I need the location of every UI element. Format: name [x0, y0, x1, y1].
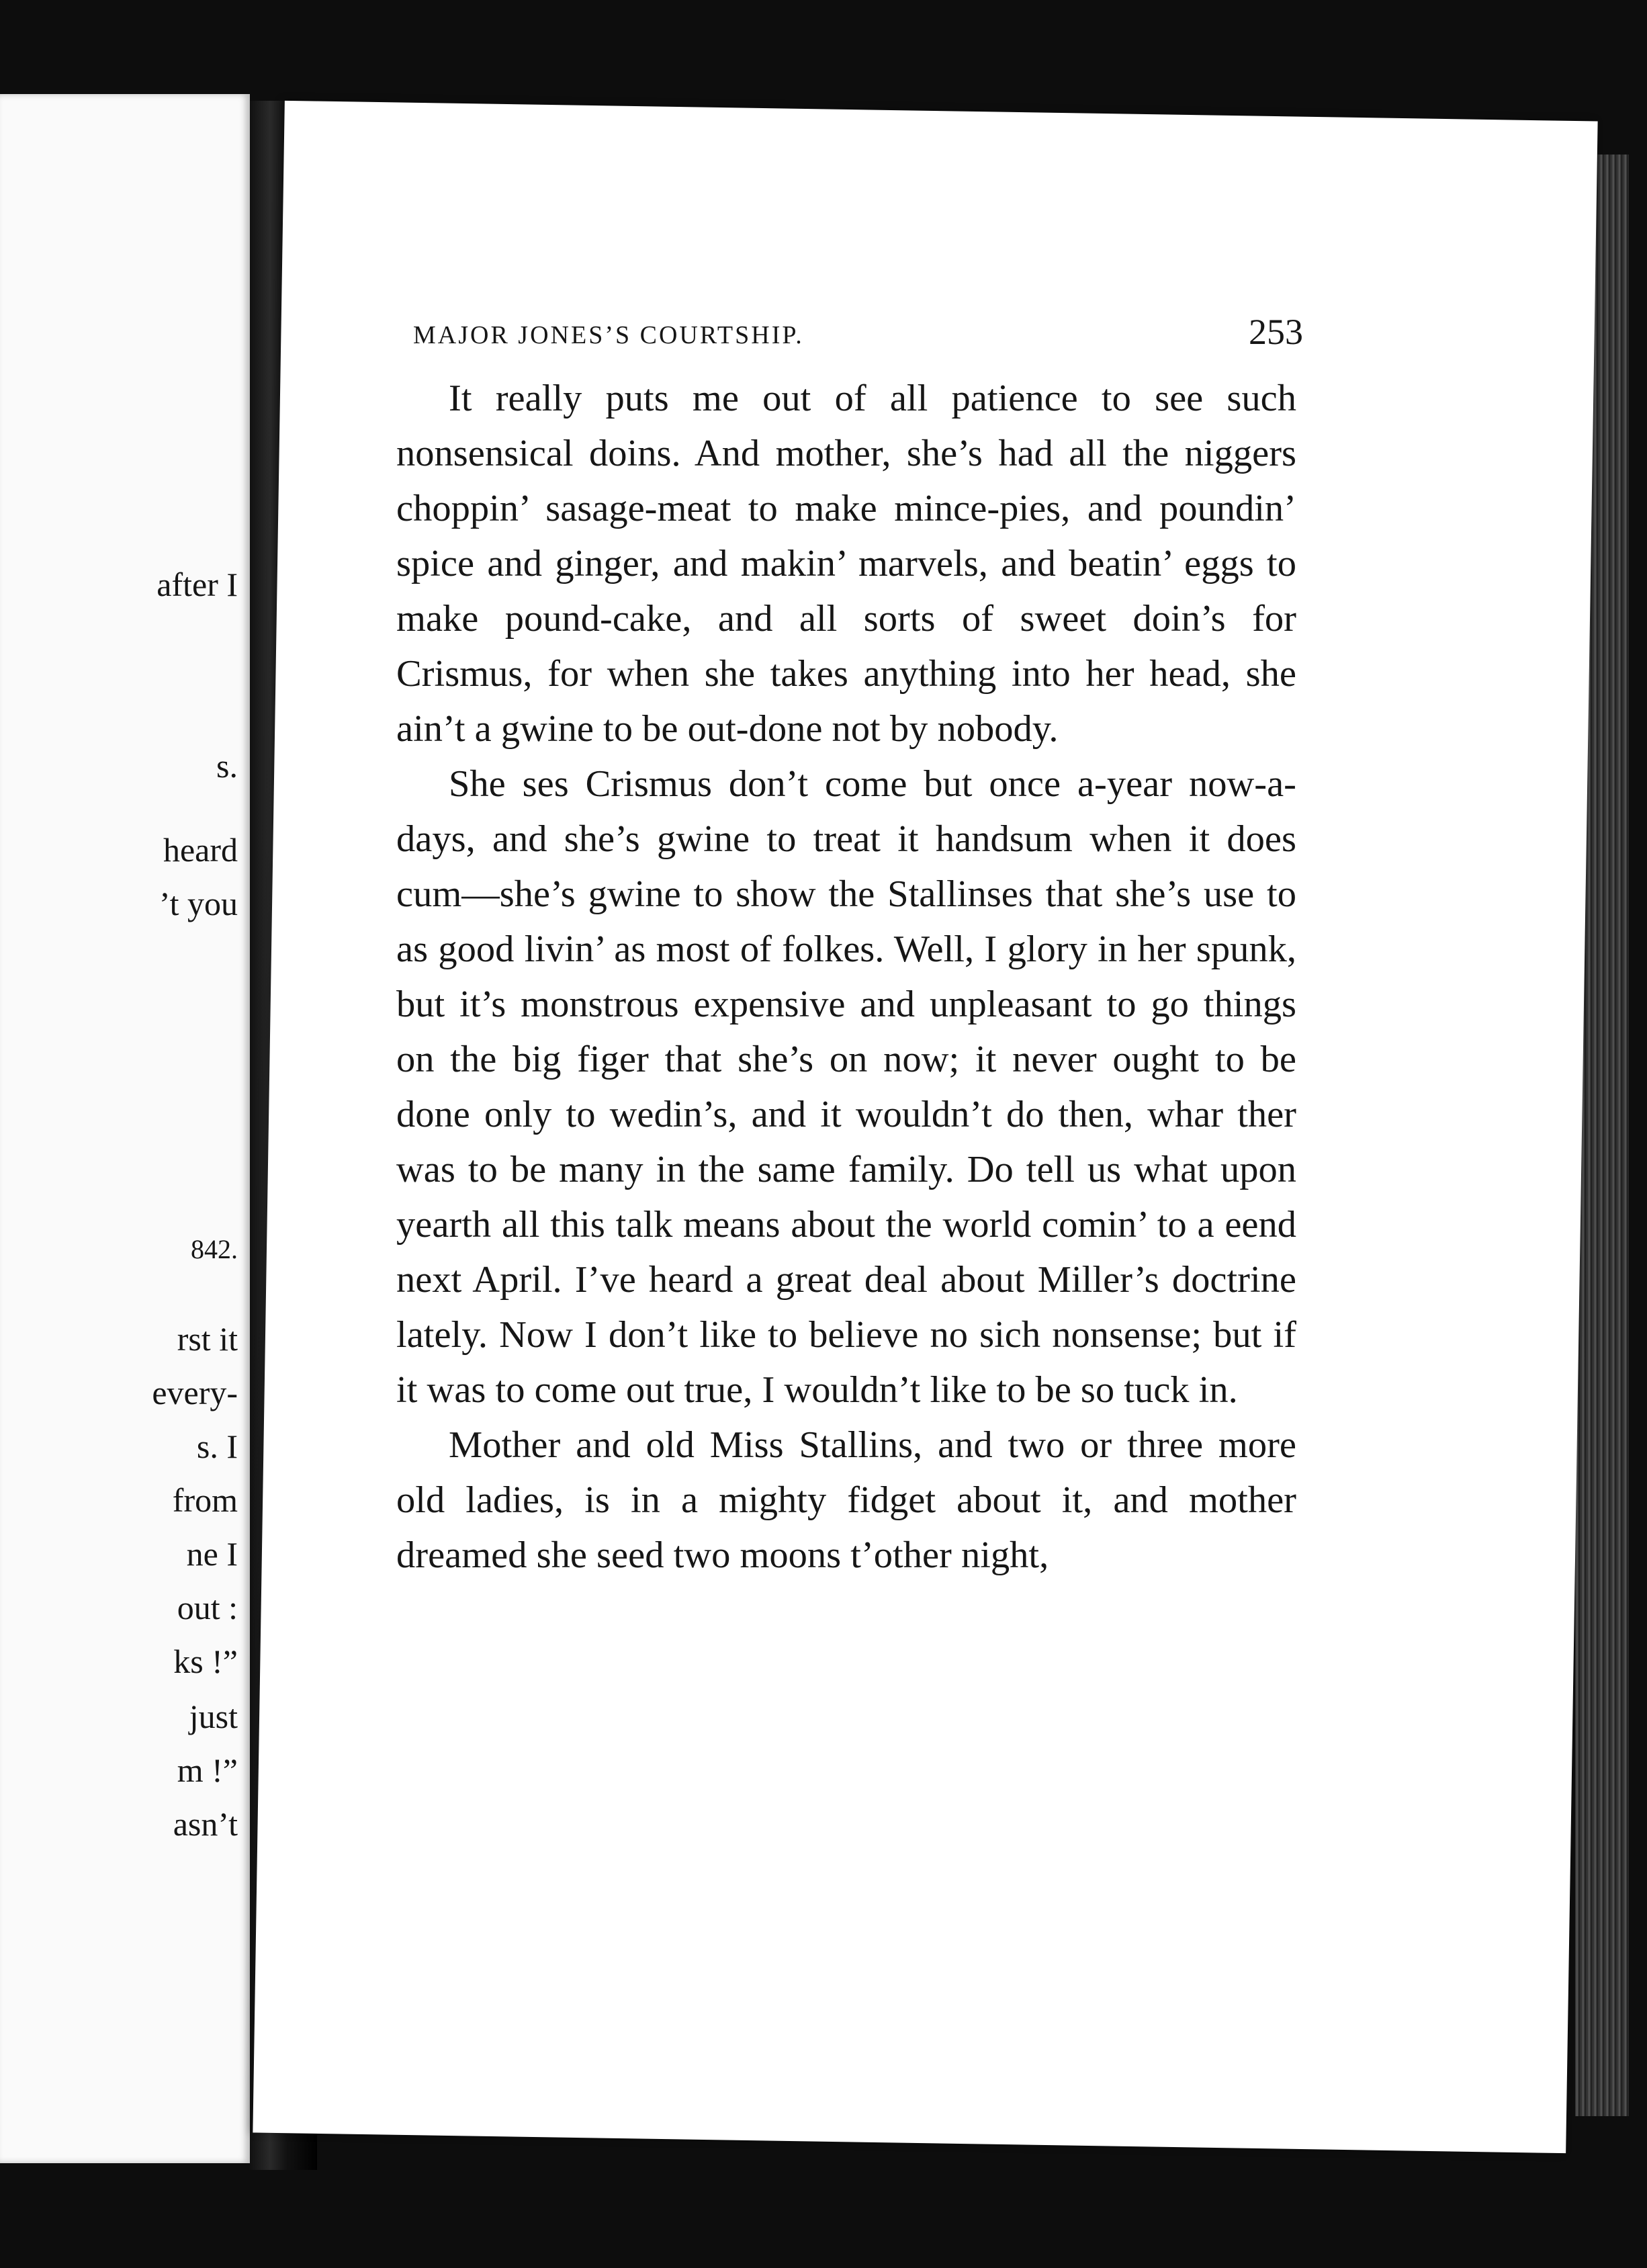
paragraph: It really puts me out of all patience to see such nonsensical doins. And mother, she’s had all the niggers choppin’ sasage-meat to make mince-pies, and poundin’ spice and ginger, and makin’ marvels, and beatin’ eggs to make pound-cake, and all sorts of sweet doin’s for Crismus, for when she takes anything into her head, she ain’t a gwine to be out-done not by nobody. [396, 378, 1296, 750]
left-fragment-line: asn’t [173, 1805, 238, 1843]
left-fragment-line: just [189, 1698, 238, 1735]
left-fragment-line: ks !” [173, 1643, 238, 1680]
page-number: 253 [1249, 312, 1303, 352]
running-head: MAJOR JONES’S COURTSHIP. [413, 321, 804, 349]
left-fragment-line: heard [163, 831, 238, 869]
page-header [413, 311, 1303, 365]
paragraph: Mother and old Miss Stallins, and two or three more old ladies, is in a mighty fidget about it, and mother dreamed she seed two moons t’other night, [396, 1424, 1296, 1576]
left-fragment-line: every- [152, 1374, 238, 1411]
left-fragment-line: out : [177, 1589, 238, 1626]
left-fragment-line: ne I [186, 1535, 238, 1573]
left-fragment-line: 842. [191, 1234, 238, 1264]
left-fragment-line: s. [216, 747, 238, 785]
left-fragment-line: rst it [177, 1320, 238, 1358]
left-fragment-line: ’t you [159, 885, 238, 922]
left-fragment-line: m !” [177, 1751, 238, 1789]
left-fragment-line: s. I [196, 1428, 238, 1465]
body-text [396, 371, 1296, 1583]
left-page-fragment [0, 94, 250, 2163]
paragraph: She ses Crismus don’t come but once a-year now-a-days, and she’s gwine to treat it handsum when it does cum—she’s gwine to show the Stallinses that she’s use to as good livin’ as most of folkes. Well, I glory in her spunk, but it’s monstrous expensive and unpleasant to go things on the big figer that she’s on now; it never ought to be done only to wedin’s, and it wouldn’t do then, whar ther was to be many in the same family. Do tell us what upon yearth all this talk means about the world comin’ to a eend next April. I’ve heard a great deal about Miller’s doctrine lately. Now I don’t like to believe no sich nonsense; but if it was to come out true, I wouldn’t like to be so tuck in. [396, 763, 1296, 1411]
left-fragment-line: after I [157, 566, 238, 603]
left-fragment-line: from [172, 1481, 238, 1519]
